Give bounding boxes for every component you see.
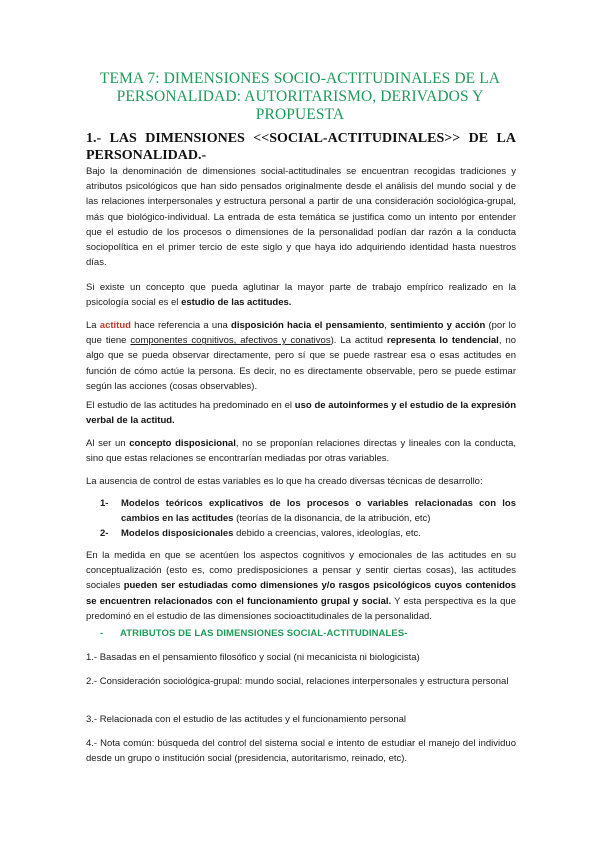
text-bold: sentimiento y acción bbox=[390, 320, 486, 331]
list-number: 1- bbox=[100, 498, 109, 509]
text-run: Si existe un concepto que pueda aglutinar la mayor parte de trabajo empírico realizado en la psicología social es el bbox=[86, 282, 516, 309]
text-run: , no algo que se pueda observar directamente, pero sí que se puede rastrear esa o esas actitudes en función de cómo actúe la persona. Es decir, no es directamente observable, pero se puede estimar según las acciones (cosas observables). bbox=[86, 335, 517, 392]
paragraph-perspectiva bbox=[86, 548, 516, 624]
list-number: 2- bbox=[100, 528, 109, 539]
section-heading bbox=[86, 130, 516, 164]
text-underlined: componentes cognitivos, afectivos y conativos bbox=[130, 335, 331, 347]
attribute-item: 4.- Nota común: búsqueda del control del sistema social e intento de estudiar el manejo del individuo desde un grupo o institución social (presidencia, autoritarismo, reinado, etc). bbox=[86, 738, 516, 765]
text-run: , bbox=[384, 320, 391, 331]
text-run: Y esta perspectiva es la que predominó en el estudio de las dimensiones socioactitudinales de la personalidad. bbox=[86, 595, 516, 622]
keyword-actitud: actitud bbox=[99, 320, 131, 331]
text-run: Al ser un bbox=[86, 438, 130, 449]
attribute-item: 3.- Relacionada con el estudio de las actitudes y el funcionamiento personal bbox=[86, 714, 407, 725]
heading-word: DIMENSIONES bbox=[145, 131, 245, 146]
text-bold: Modelos teóricos explicativos de los procesos o variables relacionadas con los cambios en las actitudes bbox=[121, 498, 516, 525]
list-item bbox=[100, 526, 516, 541]
document-title: TEMA 7: DIMENSIONES SOCIO-ACTITUDINALES DE LA PERSONALIDAD: AUTORITARISMO, DERIVADOS Y PROPUESTA bbox=[99, 70, 501, 123]
attribute-item: 2.- Consideración sociológica-grupal: mundo social, relaciones interpersonales y estructura personal bbox=[86, 676, 509, 687]
text-run: En la medida en que se acentúen los aspectos cognitivos y emocionales de las actitudes en su conceptualización (esto es, como predisposiciones a pensar y sentir ciertas cosas), las actitudes sociales bbox=[86, 550, 516, 592]
paragraph-autoinformes bbox=[86, 398, 516, 428]
attribute-item: 1.- Basadas en el pensamiento filosófico y social (ni mecanicista ni biologicista) bbox=[86, 652, 420, 663]
text-bold: estudio de las actitudes. bbox=[181, 297, 292, 309]
heading-word: DE bbox=[468, 131, 489, 146]
heading-word: 1.- bbox=[86, 131, 102, 146]
text-bold: uso de autoinformes y el estudio de la expresión verbal de la actitud. bbox=[86, 400, 516, 427]
bullet-dash: - bbox=[100, 628, 104, 639]
heading-line-2: PERSONALIDAD.- bbox=[86, 148, 207, 163]
heading-word: <<SOCIAL-ACTITUDINALES>> bbox=[253, 131, 461, 146]
text-bold: pueden ser estudiadas como dimensiones y/o rasgos psicológicos cuyos contenidos se encuentren relacionados con el funcionamiento grupal y social. bbox=[86, 580, 517, 607]
text-run: ). La actitud bbox=[330, 335, 387, 347]
text-run: debido a creencias, valores, ideologías, etc. bbox=[233, 528, 421, 539]
text-bold: concepto disposicional bbox=[129, 438, 236, 449]
section-label: ATRIBUTOS DE LAS DIMENSIONES SOCIAL-ACTITUDINALES- bbox=[120, 628, 408, 639]
paragraph-actitudes bbox=[86, 280, 516, 310]
text-bold: Modelos disposicionales bbox=[121, 528, 234, 539]
list-item bbox=[100, 496, 516, 526]
paragraph-actitud-definition bbox=[86, 318, 516, 394]
text-run: El estudio de las actitudes ha predominado en el bbox=[86, 400, 295, 411]
text-run: La bbox=[86, 320, 100, 331]
text-run: (teorías de la disonancia, de la atribución, etc) bbox=[233, 513, 431, 525]
text-run: (por lo que tiene bbox=[86, 320, 516, 347]
heading-word: LA bbox=[496, 131, 516, 146]
text-bold: representa lo tendencial bbox=[386, 335, 499, 347]
heading-word: LAS bbox=[109, 131, 137, 146]
text-run: , no se proponían relaciones directas y lineales con la conducta, sino que estas relaciones se encontrarían mediadas por otras variables. bbox=[86, 438, 517, 465]
paragraph-intro: Bajo la denominación de dimensiones social-actitudinales se encuentran recogidas tradiciones y atributos psicológicos que han sido pensados originalmente desde el análisis del mundo social y de las relaciones interpersonales y estructura personal a partir de una consideración sociológica-grupal, más que biológico-individual. La entrada de esta temática se justifica como un intento por entender que el estudio de los procesos o dimensiones de la personalidad podían dar razón a la conducta sociopolítica en el primer tercio de este siglo y que haya ido adquiriendo identidad hasta nuestros días. bbox=[86, 166, 516, 269]
section-attributes-heading bbox=[100, 628, 408, 639]
paragraph-disposicional bbox=[86, 436, 516, 466]
text-run: hace referencia a una bbox=[130, 320, 232, 331]
paragraph-tecnicas: La ausencia de control de estas variables es lo que ha creado diversas técnicas de desarrollo: bbox=[86, 476, 483, 487]
text-bold: disposición hacia el pensamiento bbox=[231, 320, 385, 331]
